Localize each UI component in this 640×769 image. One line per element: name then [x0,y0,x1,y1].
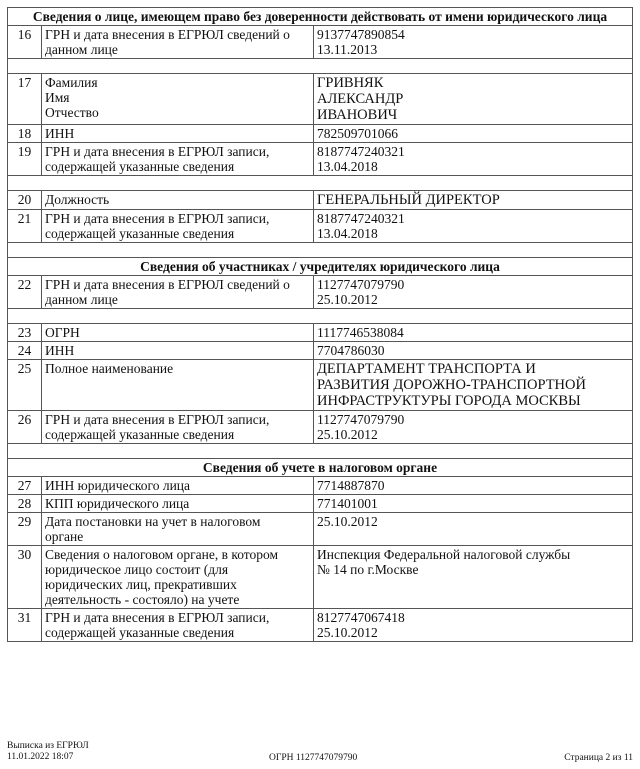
record-row [8,546,633,609]
field-label-line: юридических лиц, прекративших [45,577,237,592]
field-label-line: Отчество [45,105,99,120]
row-number: 22 [8,276,42,309]
footer-page-number: Страница 2 из 11 [564,753,633,763]
field-value-line: 1117746538084 [317,325,404,340]
field-value-line: 1127747079790 [317,412,405,427]
record-row [8,513,633,546]
field-label-line: Полное наименование [45,361,174,376]
field-label [42,513,314,546]
record-row [8,477,633,495]
field-label-line: ИНН [45,126,75,141]
field-value [314,342,633,360]
field-label-line: Имя [45,90,70,105]
field-value [314,143,633,176]
field-value-line: 25.10.2012 [317,427,378,442]
field-value [314,495,633,513]
field-value-line: 8187747240321 [317,144,405,159]
field-value-line: № 14 по г.Москве [317,562,419,577]
row-number: 16 [8,26,42,59]
egrul-table [7,7,633,642]
field-label-line: содержащей указанные сведения [45,159,235,174]
row-number: 18 [8,125,42,143]
field-label-line: ИНН юридического лица [45,478,191,493]
field-label [42,342,314,360]
field-label-line: деятельность - состояло) на учете [45,592,240,607]
field-value-line: АЛЕКСАНДР [317,91,404,107]
field-label [42,191,314,210]
record-row [8,210,633,243]
field-value-line: 7704786030 [317,343,385,358]
row-number: 23 [8,324,42,342]
section-header-row [8,459,633,477]
field-value [314,360,633,411]
field-label [42,411,314,444]
record-row [8,411,633,444]
field-label-line: юридическое лицо состоит (для [45,562,229,577]
field-label-line: данном лице [45,292,118,307]
row-number: 27 [8,477,42,495]
field-label [42,477,314,495]
field-value-line: 782509701066 [317,126,398,141]
field-value [314,609,633,642]
field-value [314,191,633,210]
egrul-table-body [8,8,633,642]
row-number: 25 [8,360,42,411]
section-header-row [8,258,633,276]
field-label-line: ГРН и дата внесения в ЕГРЮЛ записи, [45,412,270,427]
record-row [8,495,633,513]
field-value-line: 8187747240321 [317,211,405,226]
record-row [8,74,633,125]
spacer-cell [8,309,633,324]
row-number: 28 [8,495,42,513]
field-label [42,546,314,609]
field-value-line: Инспекция Федеральной налоговой службы [317,547,571,562]
field-value-line: 1127747079790 [317,277,405,292]
spacer-cell [8,444,633,459]
field-value-line: 25.10.2012 [317,514,378,529]
field-value-line: 7714887870 [317,478,385,493]
record-row [8,324,633,342]
record-row [8,125,633,143]
field-value-line: 25.10.2012 [317,625,378,640]
field-label-line: ОГРН [45,325,80,340]
field-label-line: ГРН и дата внесения в ЕГРЮЛ записи, [45,610,270,625]
section-header-row [8,8,633,26]
field-label-line: Дата постановки на учет в налоговом [45,514,261,529]
field-value-line: 25.10.2012 [317,292,378,307]
field-label-line: ИНН [45,343,75,358]
field-value-line: РАЗВИТИЯ ДОРОЖНО-ТРАНСПОРТНОЙ [317,377,586,393]
field-value [314,513,633,546]
field-label-line: Сведения о налоговом органе, в котором [45,547,279,562]
section-title: Сведения об учете в налоговом органе [8,459,633,477]
field-label-line: ГРН и дата внесения в ЕГРЮЛ сведений о [45,27,290,42]
field-value-line: 13.04.2018 [317,226,378,241]
row-number: 19 [8,143,42,176]
field-value-line: 9137747890854 [317,27,405,42]
field-value-line: 771401001 [317,496,378,511]
field-value [314,411,633,444]
field-value-line: ДЕПАРТАМЕНТ ТРАНСПОРТА И [317,361,536,377]
field-label [42,125,314,143]
field-value [314,324,633,342]
page-footer [7,741,633,765]
section-title: Сведения об участниках / учредителях юридического лица [8,258,633,276]
footer-ogrn: ОГРН 1127747079790 [269,753,358,763]
row-number: 20 [8,191,42,210]
spacer-cell [8,176,633,191]
spacer-row [8,176,633,191]
field-label-line: Должность [45,192,110,207]
row-number: 24 [8,342,42,360]
field-label-line: органе [45,529,84,544]
row-number: 29 [8,513,42,546]
record-row [8,276,633,309]
spacer-cell [8,243,633,258]
field-label-line: содержащей указанные сведения [45,226,235,241]
field-label [42,360,314,411]
field-value [314,210,633,243]
field-label-line: содержащей указанные сведения [45,625,235,640]
record-row [8,342,633,360]
field-label [42,324,314,342]
field-value-line: ИВАНОВИЧ [317,107,398,123]
field-label-line: ГРН и дата внесения в ЕГРЮЛ записи, [45,144,270,159]
row-number: 31 [8,609,42,642]
spacer-row [8,243,633,258]
field-label-line: Фамилия [45,75,98,90]
field-value-line: 13.11.2013 [317,42,378,57]
record-row [8,26,633,59]
field-label [42,210,314,243]
field-label [42,495,314,513]
field-label [42,143,314,176]
row-number: 17 [8,74,42,125]
spacer-row [8,309,633,324]
field-value-line: ГЕНЕРАЛЬНЫЙ ДИРЕКТОР [317,192,500,208]
field-value [314,125,633,143]
field-value [314,477,633,495]
field-label-line: ГРН и дата внесения в ЕГРЮЛ записи, [45,211,270,226]
field-value-line: 8127747067418 [317,610,405,625]
field-value-line: ИНФРАСТРУКТУРЫ ГОРОДА МОСКВЫ [317,393,581,409]
row-number: 21 [8,210,42,243]
field-label [42,609,314,642]
field-label [42,26,314,59]
row-number: 30 [8,546,42,609]
field-value-line: 13.04.2018 [317,159,378,174]
field-value [314,74,633,125]
record-row [8,191,633,210]
field-label-line: ГРН и дата внесения в ЕГРЮЛ сведений о [45,277,290,292]
record-row [8,609,633,642]
field-label [42,74,314,125]
row-number: 26 [8,411,42,444]
section-title: Сведения о лице, имеющем право без доверенности действовать от имени юридического лица [8,8,633,26]
field-label-line: данном лице [45,42,118,57]
footer-left [7,741,89,763]
record-row [8,143,633,176]
field-label [42,276,314,309]
field-value-line: ГРИВНЯК [317,75,384,91]
footer-datetime: 11.01.2022 18:07 [7,752,74,762]
field-value [314,26,633,59]
footer-doc-name: Выписка из ЕГРЮЛ [7,741,89,751]
field-value [314,546,633,609]
spacer-row [8,59,633,74]
field-value [314,276,633,309]
spacer-cell [8,59,633,74]
record-row [8,360,633,411]
field-label-line: КПП юридического лица [45,496,190,511]
spacer-row [8,444,633,459]
field-label-line: содержащей указанные сведения [45,427,235,442]
